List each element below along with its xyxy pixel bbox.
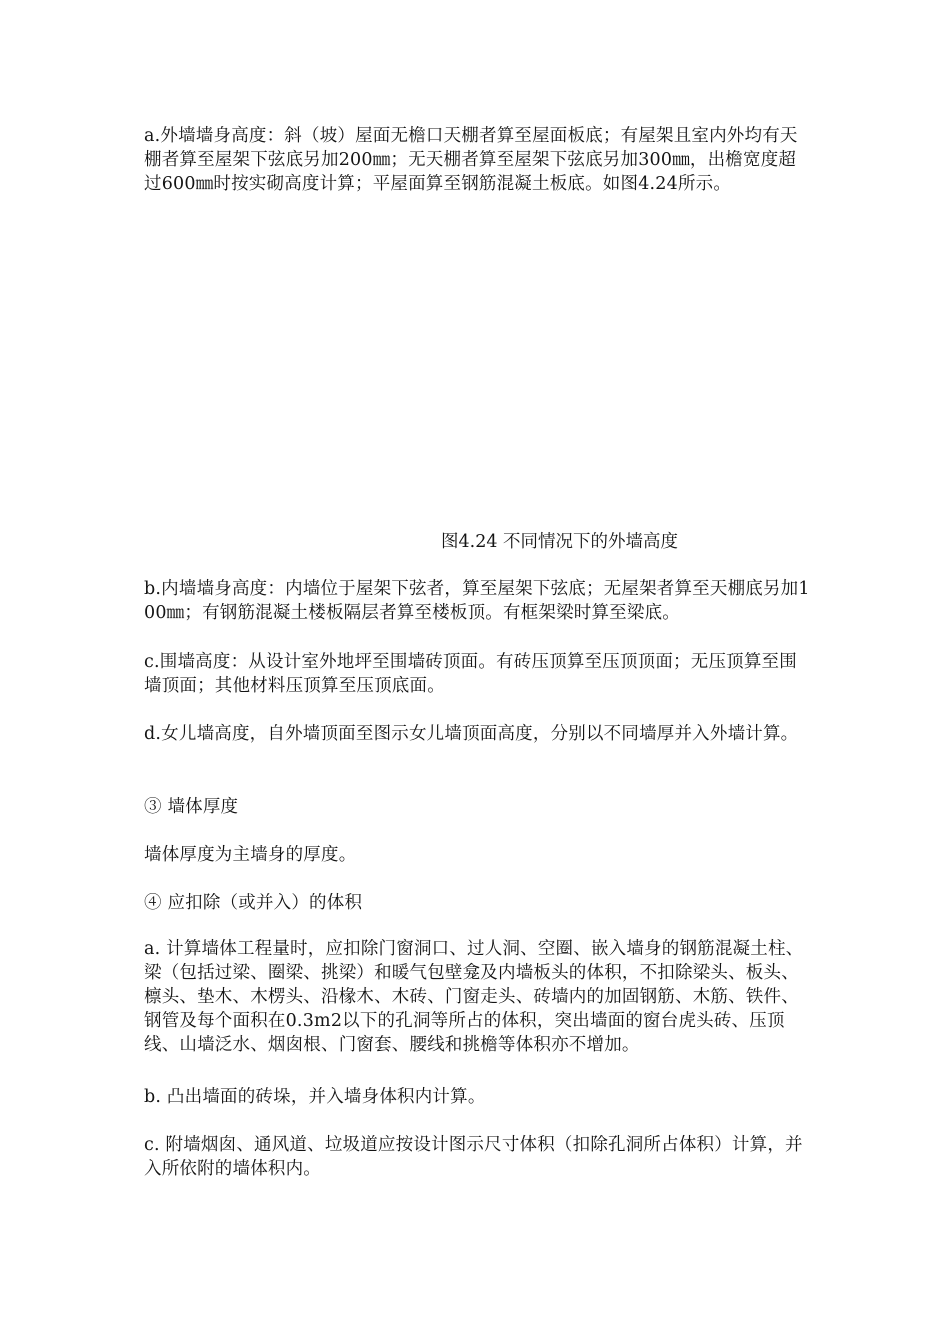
figure-caption: 图4.24 不同情况下的外墙高度 <box>441 532 679 552</box>
section-heading-deductions: ④ 应扣除（或并入）的体积 <box>144 893 363 913</box>
paragraph-interior-wall-height: b.内墙墙身高度：内墙位于屋架下弦者，算至屋架下弦底；无屋架者算至天棚底另加100㎜；有钢筋混凝土楼板隔层者算至楼板顶。有框架梁时算至梁底。 <box>144 579 810 623</box>
paragraph-fence-height: c.围墙高度：从设计室外地坪至围墙砖顶面。有砖压顶算至压顶顶面；无压顶算至围墙顶面；其他材料压顶算至压顶底面。 <box>144 652 797 696</box>
paragraph-deductions: a. 计算墙体工程量时，应扣除门窗洞口、过人洞、空圈、嵌入墙身的钢筋混凝土柱、梁（包括过梁、圈梁、挑梁）和暖气包壁龛及内墙板头的体积，不扣除梁头、板头、檩头、垫木、木楞头、沿椽木、木砖、门窗走头、砖墙内的加固钢筋、木筋、铁件、钢管及每个面积在0.3m2以下的孔洞等所占的体积，突出墙面的窗台虎头砖、压顶线、山墙泛水、烟囱根、门窗套、腰线和挑檐等体积亦不增加。 <box>144 939 804 1055</box>
paragraph-parapet-height: d.女儿墙高度，自外墙顶面至图示女儿墙顶面高度，分别以不同墙厚并入外墙计算。 <box>144 724 799 744</box>
figure-4-24-placeholder <box>144 215 812 515</box>
paragraph-flue: c. 附墙烟囱、通风道、垃圾道应按设计图示尺寸体积（扣除孔洞所占体积）计算，并入所依附的墙体积内。 <box>144 1135 803 1179</box>
section-heading-wall-thickness: ③ 墙体厚度 <box>144 797 239 817</box>
paragraph-pilaster: b. 凸出墙面的砖垛，并入墙身体积内计算。 <box>144 1087 486 1107</box>
paragraph-wall-thickness: 墙体厚度为主墙身的厚度。 <box>144 845 357 865</box>
paragraph-exterior-wall-height: a.外墙墙身高度：斜（坡）屋面无檐口天棚者算至屋面板底；有屋架且室内外均有天棚者算至屋架下弦底另加200㎜；无天棚者算至屋架下弦底另加300㎜，出檐宽度超过600㎜时按实砌高度计算；平屋面算至钢筋混凝土板底。如图4.24所示。 <box>144 126 798 194</box>
